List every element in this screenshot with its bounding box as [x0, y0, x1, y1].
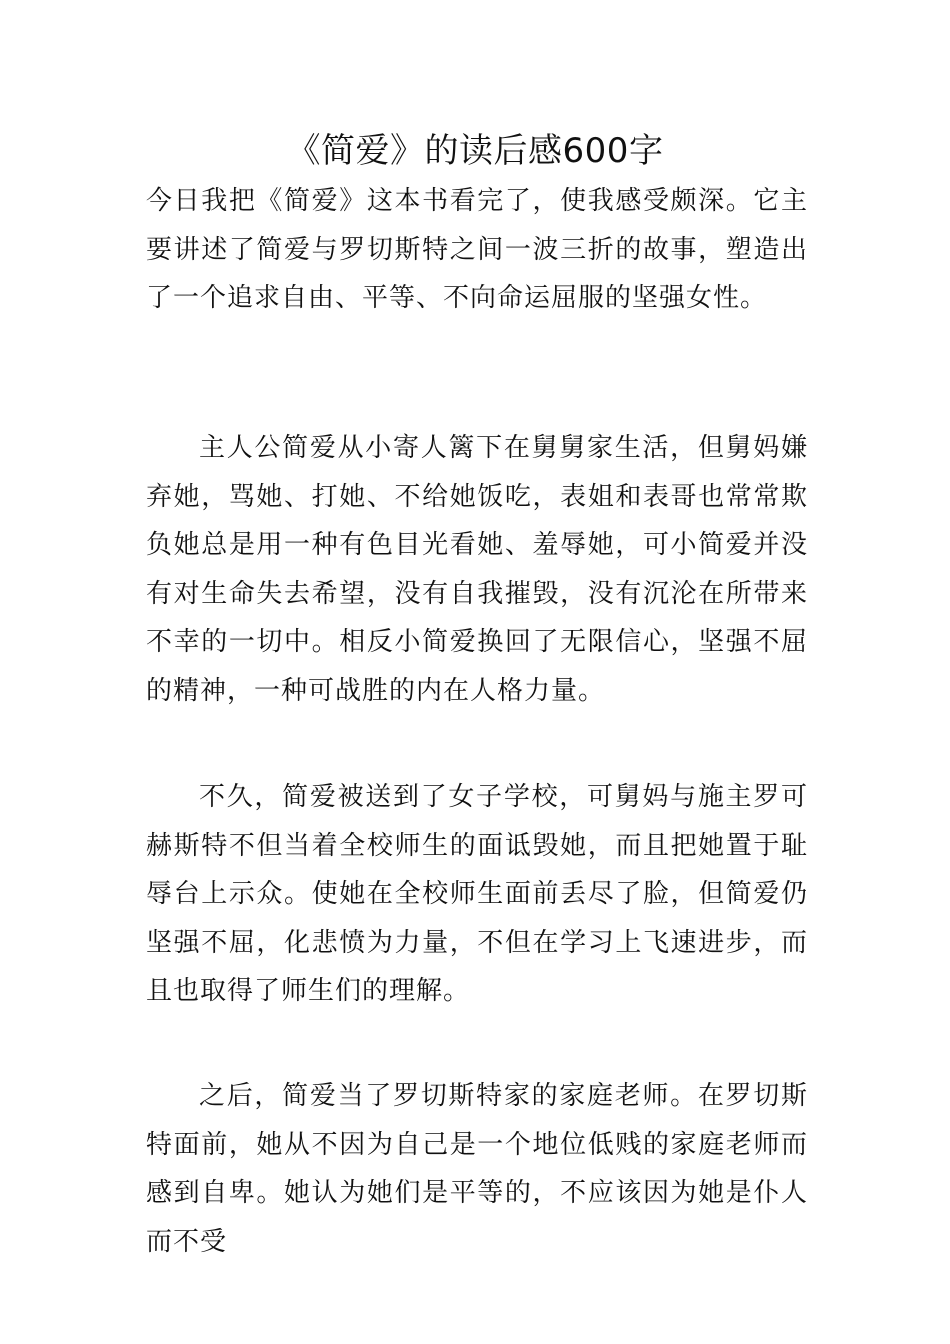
paragraph-school: 不久，简爱被送到了女子学校，可舅妈与施主罗可赫斯特不但当着全校师生的面诋毁她，而且把她置于耻辱台上示众。使她在全校师生面前丢尽了脸，但简爱仍坚强不屈，化悲愤为力量，不但在学习上飞速进步，而且也取得了师生们的理解。 — [146, 782, 808, 1006]
paragraph-governess: 之后，简爱当了罗切斯特家的家庭老师。在罗切斯特面前，她从不因为自己是一个地位低贱的家庭老师而感到自卑。她认为她们是平等的，不应该因为她是仆人而不受 — [146, 1081, 808, 1257]
document-title: 《简爱》的读后感600字 — [286, 131, 664, 171]
paragraph-childhood: 主人公简爱从小寄人篱下在舅舅家生活，但舅妈嫌弃她，骂她、打她、不给她饭吃，表姐和表哥也常常欺负她总是用一种有色目光看她、羞辱她，可小简爱并没有对生命失去希望，没有自我摧毁，没有沉沦在所带来不幸的一切中。相反小简爱换回了无限信心，坚强不屈的精神，一种可战胜的内在人格力量。 — [146, 433, 808, 706]
paragraph-intro: 今日我把《简爱》这本书看完了，使我感受颇深。它主要讲述了简爱与罗切斯特之间一波三折的故事，塑造出了一个追求自由、平等、不向命运屈服的坚强女性。 — [146, 186, 808, 313]
